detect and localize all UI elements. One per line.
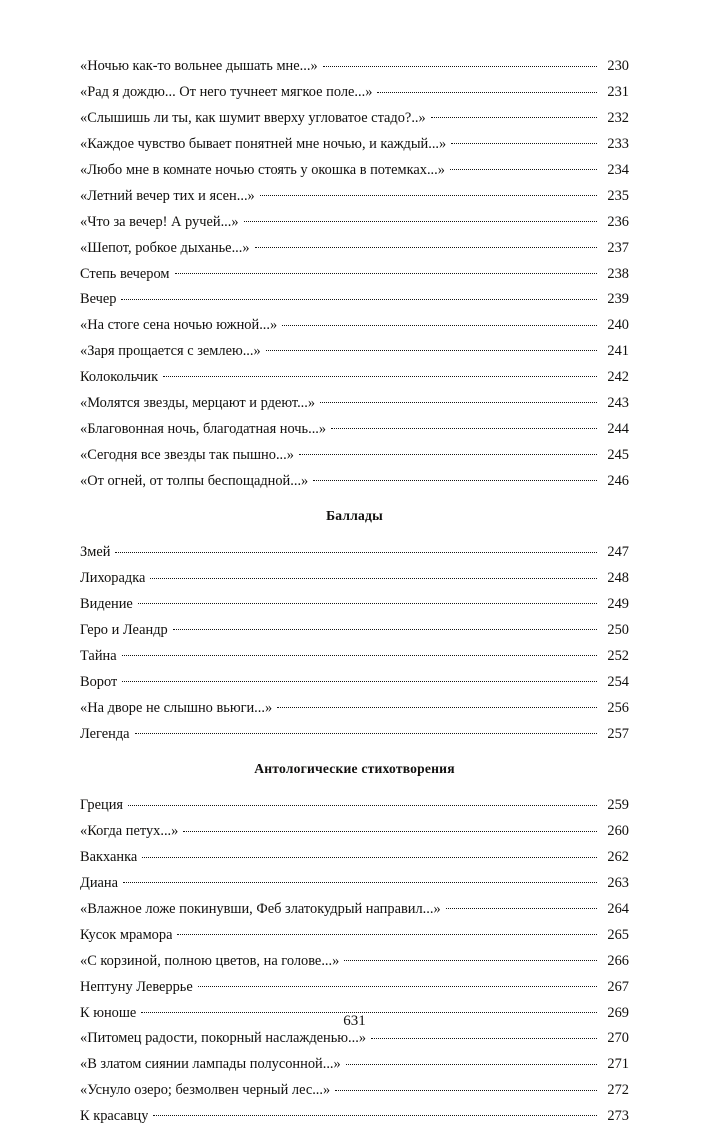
toc-entry[interactable]	[80, 950, 629, 968]
toc-entry-page-number: 262	[607, 849, 629, 866]
dot-leader	[451, 134, 597, 148]
toc-entry-page-number: 247	[607, 544, 629, 561]
toc-entry-page-number: 256	[607, 699, 629, 716]
dot-leader	[122, 646, 597, 660]
toc-entry-title: Вечер	[80, 292, 117, 307]
toc-entry[interactable]	[80, 1054, 629, 1072]
toc-entry-page-number: 248	[607, 570, 629, 587]
toc-entry-page-number: 237	[607, 239, 629, 256]
toc-entry-title: «Летний вечер тих и ясен...»	[80, 188, 255, 204]
toc-entry-page-number: 245	[607, 446, 629, 463]
toc-entry-page-number: 272	[607, 1082, 629, 1099]
toc-entry-page-number: 270	[607, 1030, 629, 1047]
toc-entry-title: «Питомец радости, покорный наслажденью...»	[80, 1031, 367, 1046]
toc-entry[interactable]	[80, 795, 629, 813]
toc-entry-title: «Слышишь ли ты, как шумит вверху угловатое стадо?..»	[80, 111, 426, 126]
toc-entry-title: Степь вечером	[80, 266, 170, 281]
toc-entry-title: «Каждое чувство бывает понятней мне ночью, и каждый...»	[80, 137, 447, 152]
toc-entry[interactable]	[80, 873, 629, 891]
toc-entry-title: «Уснуло озеро; безмолвен черный лес...»	[80, 1083, 331, 1098]
toc-entry[interactable]	[80, 393, 629, 411]
toc-entry[interactable]	[80, 470, 629, 488]
toc-entry-title: Диана	[80, 876, 118, 891]
toc-entry[interactable]	[80, 847, 629, 865]
dot-leader	[450, 160, 597, 174]
dot-leader	[128, 795, 597, 809]
toc-entry-page-number: 233	[607, 136, 629, 153]
dot-leader	[122, 672, 597, 686]
toc-entry-title: «Ночью как-то вольнее дышать мне...»	[80, 59, 318, 74]
toc-entry[interactable]	[80, 82, 629, 100]
dot-leader	[371, 1028, 597, 1042]
toc-entry[interactable]	[80, 542, 629, 560]
dot-leader	[331, 418, 597, 432]
dot-leader	[121, 289, 597, 303]
toc-entry[interactable]	[80, 134, 629, 152]
toc-entry[interactable]	[80, 899, 629, 917]
page-number: 631	[343, 1013, 366, 1029]
dot-leader	[177, 925, 597, 939]
toc-entry-page-number: 249	[607, 596, 629, 613]
toc-entry[interactable]	[80, 925, 629, 943]
toc-entry-title: «Молятся звезды, мерцают и рдеют...»	[80, 395, 316, 411]
toc-entry[interactable]	[80, 263, 629, 281]
dot-leader	[163, 367, 597, 381]
toc-entry-page-number: 252	[607, 648, 629, 664]
toc-entry-title: «Влажное ложе покинувши, Феб златокудрый направил...»	[80, 902, 441, 917]
toc-entry-title: «От огней, от толпы беспощадной...»	[80, 473, 309, 489]
toc-entry-title: Греция	[80, 798, 124, 813]
toc-entry-title: «Что за вечер! А ручей...»	[80, 214, 239, 230]
toc-entry-page-number: 257	[607, 725, 629, 742]
dot-leader	[244, 211, 597, 225]
toc-entry[interactable]	[80, 289, 629, 307]
dot-leader	[266, 341, 597, 355]
dot-leader	[446, 899, 597, 913]
toc-entry-page-number: 265	[607, 926, 629, 943]
toc-entry-page-number: 259	[607, 797, 629, 814]
dot-leader	[346, 1054, 597, 1068]
toc-entry-title: Кусок мрамора	[80, 927, 173, 943]
toc-entry-page-number: 230	[607, 58, 629, 75]
dot-leader	[123, 873, 597, 887]
toc-entry[interactable]	[80, 672, 629, 690]
dot-leader	[198, 976, 597, 990]
toc-entry[interactable]	[80, 444, 629, 462]
toc-entry-title: «Сегодня все звезды так пышно...»	[80, 447, 294, 463]
toc-entry[interactable]	[80, 315, 629, 333]
toc-entry-title: «Заря прощается с землею...»	[80, 344, 261, 359]
toc-block	[80, 508, 629, 741]
toc-entry-page-number: 240	[607, 317, 629, 334]
toc-entry-title: «На дворе не слышно вьюги...»	[80, 700, 273, 716]
dot-leader	[135, 723, 597, 737]
dot-leader	[313, 470, 597, 484]
toc-entry-page-number: 250	[607, 622, 629, 639]
dot-leader	[299, 444, 597, 458]
toc-entry[interactable]	[80, 1080, 629, 1098]
toc-entry[interactable]	[80, 211, 629, 229]
toc-entry-page-number: 232	[607, 110, 629, 127]
dot-leader	[142, 847, 597, 861]
toc-entry[interactable]	[80, 108, 629, 126]
toc-entry-page-number: 266	[607, 952, 629, 969]
toc-entry[interactable]	[80, 723, 629, 741]
dot-leader	[150, 568, 597, 582]
toc-entry-title: Видение	[80, 597, 133, 612]
toc-entry-title: «На стоге сена ночью южной...»	[80, 318, 278, 333]
toc-entry-title: К красавцу	[80, 1109, 149, 1124]
toc-entry[interactable]	[80, 594, 629, 612]
dot-leader	[335, 1080, 597, 1094]
toc-entry-title: «Когда петух...»	[80, 824, 179, 839]
toc-entry[interactable]	[80, 821, 629, 839]
toc-entry-page-number: 234	[607, 161, 629, 178]
toc-entry-page-number: 269	[607, 1004, 629, 1021]
toc-entry-page-number: 263	[607, 875, 629, 892]
toc-entry-page-number: 260	[607, 823, 629, 840]
toc-entry[interactable]	[80, 237, 629, 255]
toc-entry-title: Легенда	[80, 726, 130, 742]
toc-entry-title: Вакханка	[80, 850, 138, 865]
toc-entry-title: Нептуну Леверрье	[80, 979, 193, 995]
toc-block	[80, 56, 629, 488]
toc-entry-page-number: 241	[607, 343, 629, 360]
toc-entry-title: Лихорадка	[80, 571, 146, 586]
toc-entry[interactable]	[80, 418, 629, 436]
toc-entry-page-number: 254	[607, 673, 629, 690]
toc-entry[interactable]	[80, 976, 629, 994]
toc-entry-page-number: 264	[607, 901, 629, 918]
toc-entry[interactable]	[80, 620, 629, 638]
toc-entry-page-number: 271	[607, 1056, 629, 1073]
toc-entry-page-number: 238	[607, 265, 629, 282]
toc-entry[interactable]	[80, 697, 629, 715]
dot-leader	[282, 315, 597, 329]
toc-entry-page-number: 267	[607, 978, 629, 995]
toc-entry-title: Геро и Леандр	[80, 623, 168, 638]
toc-entry-page-number: 231	[607, 84, 629, 101]
section-heading: Антологические стихотворения	[254, 761, 455, 777]
dot-leader	[138, 594, 597, 608]
dot-leader	[431, 108, 597, 122]
dot-leader	[277, 697, 597, 711]
toc-entry-page-number: 242	[607, 369, 629, 386]
toc-entry-title: Тайна	[80, 649, 117, 664]
toc-entry-page-number: 236	[607, 213, 629, 230]
toc-entry-page-number: 273	[607, 1108, 629, 1124]
dot-leader	[173, 620, 597, 634]
dot-leader	[320, 393, 597, 407]
toc-entry-title: К юноше	[80, 1005, 137, 1020]
dot-leader	[323, 56, 597, 70]
toc-entry[interactable]	[80, 1028, 629, 1046]
toc-entry[interactable]	[80, 341, 629, 359]
toc-entry-title: Змей	[80, 545, 111, 560]
toc-block	[80, 761, 629, 1123]
dot-leader	[260, 185, 597, 199]
toc-entry[interactable]	[80, 568, 629, 586]
toc-entry[interactable]	[80, 160, 629, 178]
toc-entry-title: «Шепот, робкое дыханье...»	[80, 240, 250, 256]
section-heading: Баллады	[326, 508, 383, 524]
dot-leader	[377, 82, 597, 96]
toc-entry[interactable]	[80, 367, 629, 385]
dot-leader	[175, 263, 597, 277]
dot-leader	[115, 542, 597, 556]
dot-leader	[183, 821, 597, 835]
toc-entry-title: Колокольчик	[80, 370, 159, 385]
toc-entry-title: «В златом сиянии лампады полусонной...»	[80, 1057, 341, 1072]
toc-entry[interactable]	[80, 1106, 629, 1124]
toc-entry-title: «Рад я дождю... От него тучнеет мягкое поле...»	[80, 85, 373, 100]
toc-entry[interactable]	[80, 56, 629, 74]
dot-leader	[153, 1106, 597, 1120]
table-of-contents	[80, 56, 629, 1124]
dot-leader	[344, 950, 597, 964]
toc-entry-page-number: 235	[607, 187, 629, 204]
toc-entry-title: Ворот	[80, 674, 118, 690]
toc-entry-page-number: 239	[607, 291, 629, 308]
toc-entry-title: «Благовонная ночь, благодатная ночь...»	[80, 421, 327, 437]
toc-entry-title: «С корзиной, полною цветов, на голове...»	[80, 953, 340, 969]
toc-entry-page-number: 244	[607, 420, 629, 437]
toc-entry-title: «Любо мне в комнате ночью стоять у окошка в потемках...»	[80, 162, 445, 178]
toc-entry[interactable]	[80, 185, 629, 203]
toc-entry-page-number: 243	[607, 394, 629, 411]
toc-entry-page-number: 246	[607, 472, 629, 489]
toc-entry[interactable]	[80, 646, 629, 664]
dot-leader	[255, 237, 597, 251]
